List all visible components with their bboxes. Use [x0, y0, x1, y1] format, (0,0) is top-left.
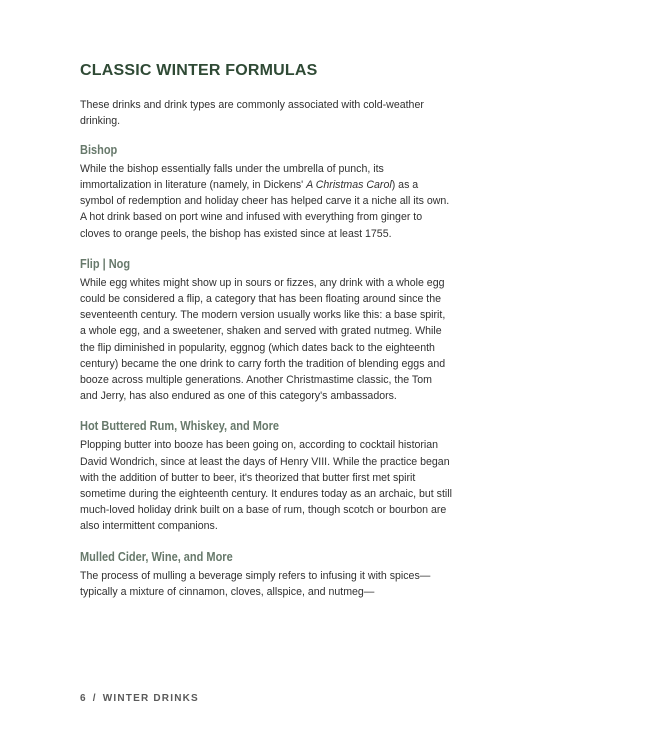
intro-paragraph: These drinks and drink types are commonly associated with cold-weather drinking. — [80, 99, 424, 128]
book-title-italic: A Christmas Carol — [306, 179, 392, 192]
page-number: 6 — [80, 693, 87, 704]
section-heading: Flip | Nog — [80, 256, 131, 271]
section-hot-buttered — [80, 418, 452, 534]
page-footer — [80, 693, 199, 704]
section-mulled — [80, 549, 452, 600]
page-title: CLASSIC WINTER FORMULAS — [80, 62, 318, 79]
section-heading: Hot Buttered Rum, Whiskey, and More — [80, 419, 280, 434]
section-body: While egg whites might show up in sours or fizzes, any drink with a whole egg could be considered a flip, a category that has been floating around since the seventeenth century. The modern version usually works like this: a base spirit, a whole egg, and a sweetener, shaken and served with grated nutmeg. While the flip diminished in popularity, eggnog (which dates back to the eighteenth century) became the one drink to carry forth the tradition of blending eggs and booze across multiple generations. Another Christmastime classic, the Tom and Jerry, has also endured as one of this category's ambassadors. — [80, 276, 446, 403]
section-body-text: While the bishop essentially falls under the umbrella of punch, its immortalization in literature (namely, in Dickens' — [80, 162, 384, 192]
section-heading: Bishop — [80, 142, 118, 157]
section-body — [80, 161, 452, 242]
section-body: The process of mulling a beverage simply refers to infusing it with spices—typically a mixture of cinnamon, cloves, allspice, and nutmeg— — [80, 569, 431, 598]
section-flip-nog — [80, 256, 452, 405]
section-body: Plopping butter into booze has been going on, according to cocktail historian David Wondrich, since at least the days of Henry VIII. While the practice began with the addition of butter to beer, it's theorized that butter first met spirit sometime during the eighteenth century. It endures today as an archaic, but still much-loved holiday drink built on a base of rum, though scotch or bourbon are also intermittent companions. — [80, 439, 452, 533]
running-title: WINTER DRINKS — [102, 693, 199, 704]
footer-separator: / — [92, 693, 97, 704]
page-content — [80, 60, 452, 614]
section-heading: Mulled Cider, Wine, and More — [80, 549, 233, 564]
section-bishop — [80, 142, 452, 242]
section-body-text: ) as a symbol of redemption and holiday cheer has helped carve it a niche all its own. A hot drink based on port wine and infused with everything from ginger to cloves to orange peels, the bishop has existed since at least 1755. — [80, 179, 450, 240]
